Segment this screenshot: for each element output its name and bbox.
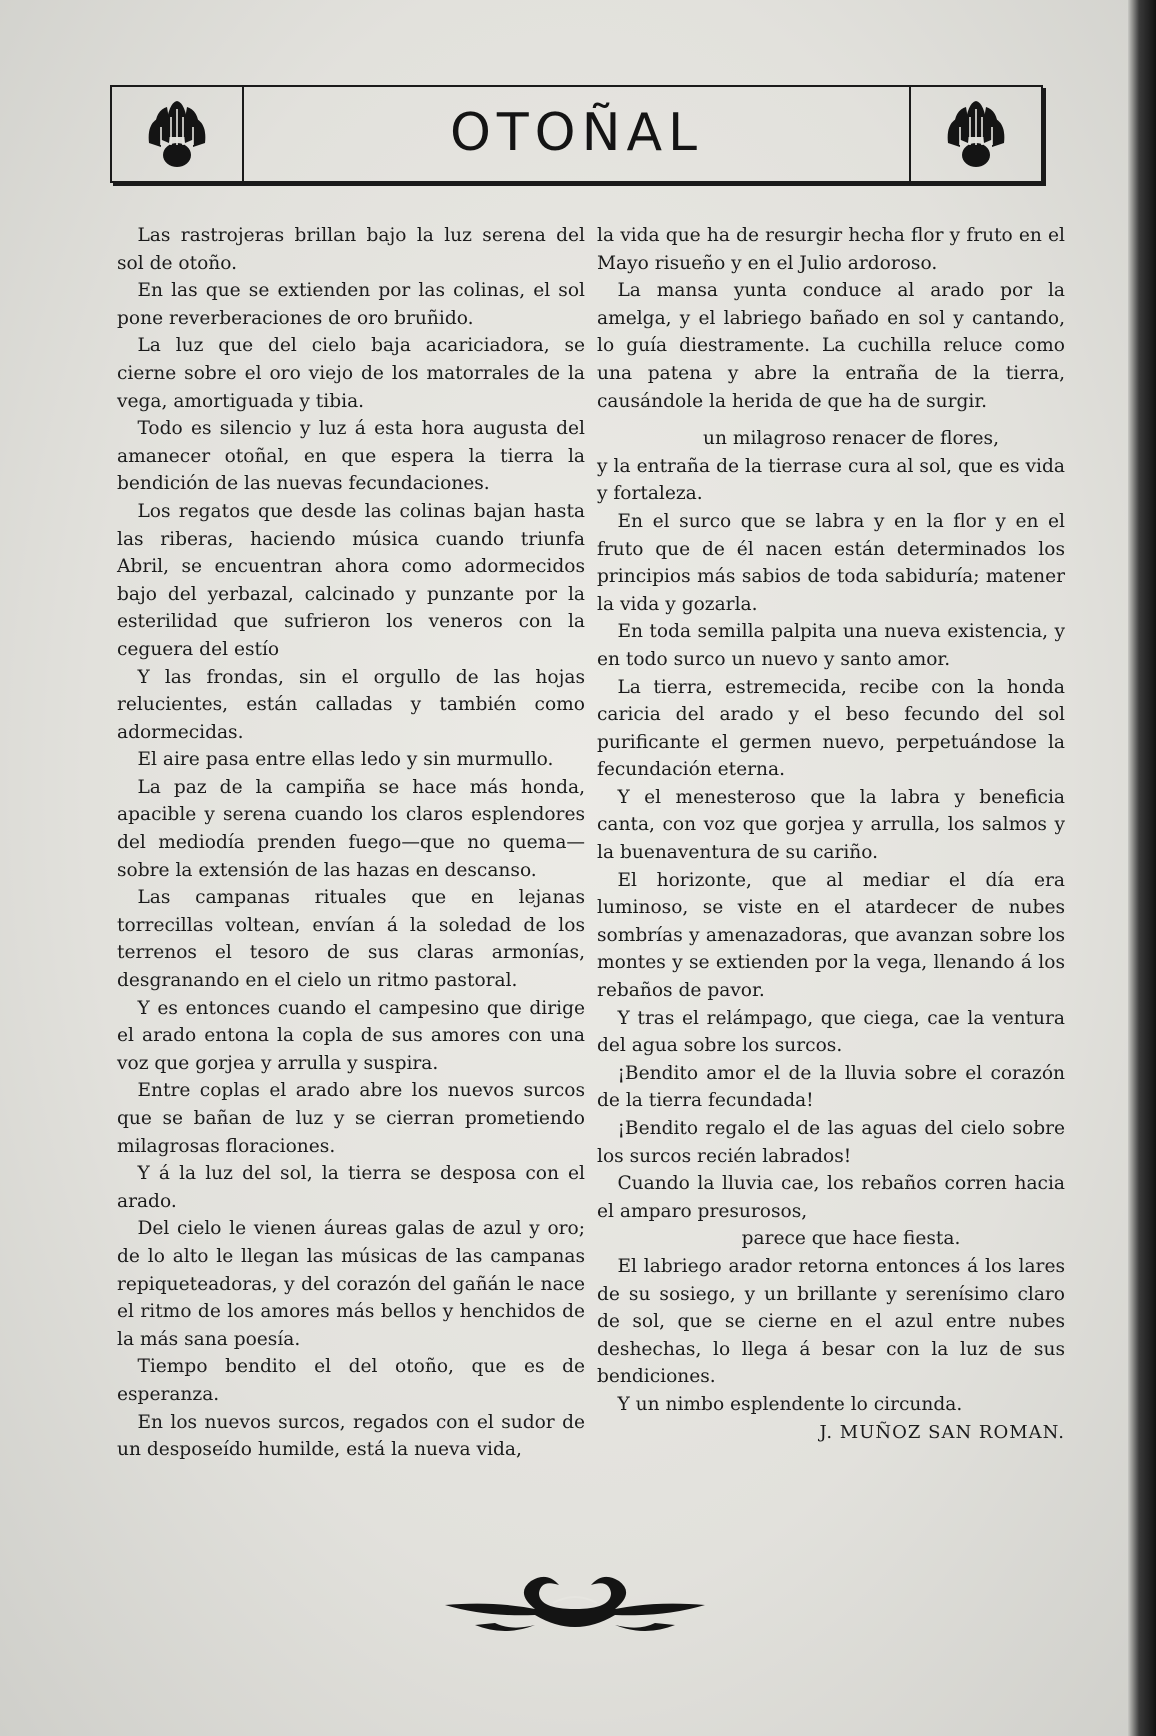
left-ornament-cell bbox=[112, 87, 244, 181]
paragraph: Y las frondas, sin el orgullo de las hojas relucientes, están calladas y también como adormecidas. bbox=[117, 666, 585, 743]
flower-basket-icon bbox=[944, 97, 1008, 171]
paragraph: La mansa yunta conduce al arado por la amelga, y el labriego bañado en sol y cantando, lo guía diestramente. La cuchilla reluce como una patena y abre la entraña de la tierra, causándole la herida de que ha de surgir. bbox=[597, 280, 1065, 412]
title-banner bbox=[110, 85, 1043, 183]
paragraph: Y á la luz del sol, la tierra se desposa con el arado. bbox=[117, 1163, 585, 1212]
paragraph: ¡Bendito amor el de la lluvia sobre el corazón de la tierra fecundada! bbox=[597, 1062, 1065, 1112]
right-text-column bbox=[597, 222, 1065, 1446]
paragraph: La tierra, estremecida, recibe con la honda caricia del arado y el beso fecundo del sol purificante el germen nuevo, perpetuándose la fecundación eterna. bbox=[597, 676, 1065, 781]
paragraph: ¡Bendito regalo el de las aguas del cielo sobre los surcos recién labrados! bbox=[597, 1118, 1065, 1167]
paragraph: Cuando la lluvia cae, los rebaños corren hacia el amparo presurosos, bbox=[597, 1173, 1065, 1222]
paragraph: La paz de la campiña se hace más honda, apacible y serena cuando los claros esplendores del mediodía prenden fuego—que no quema—sobre la extensión de las hazas en descanso. bbox=[117, 776, 585, 881]
article-title: OTOÑAL bbox=[449, 103, 704, 163]
paragraph: Las rastrojeras brillan bajo la luz serena del sol de otoño. bbox=[117, 225, 585, 274]
paragraph: la vida que ha de resurgir hecha flor y fruto en el Mayo risueño y en el Julio ardoroso. bbox=[597, 225, 1065, 274]
paragraph: Y un nimbo esplendente lo circunda. bbox=[617, 1393, 963, 1415]
paragraph: Del cielo le vienen áureas galas de azul y oro; de lo alto le llegan las músicas de las campanas repiqueteadoras, y del corazón del gañán le nace el ritmo de los amores más bellos y henchidos de la más sana poesía. bbox=[117, 1218, 585, 1350]
paragraph: y la entraña de la tierrase cura al sol, que es vida y fortaleza. bbox=[597, 455, 1065, 505]
flower-basket-icon bbox=[145, 97, 209, 171]
paragraph: El aire pasa entre ellas ledo y sin murmullo. bbox=[137, 749, 554, 771]
author-signature: J. MUÑOZ SAN ROMAN. bbox=[819, 1421, 1065, 1443]
paragraph: En toda semilla palpita una nueva existencia, y en todo surco un nuevo y santo amor. bbox=[597, 621, 1065, 670]
paragraph: Entre coplas el arado abre los nuevos surcos que se bañan de luz y se cierran prometiendo milagrosas floraciones. bbox=[117, 1080, 585, 1157]
paragraph: En los nuevos surcos, regados con el sudor de un desposeído humilde, está la nueva vida, bbox=[117, 1411, 585, 1461]
paragraph: Y tras el relámpago, que ciega, cae la ventura del agua sobre los surcos. bbox=[597, 1007, 1065, 1057]
paragraph: Las campanas rituales que en lejanas torrecillas voltean, envían á la soledad de los terrenos el tesoro de sus claras armonías, desgranando en el cielo un ritmo pastoral. bbox=[117, 887, 585, 992]
paragraph: El labriego arador retorna entonces á los lares de su sosiego, y un brillante y serenísimo claro de sol, que se cierne en el azul entre nubes deshechas, lo llega á besar con la luz de sus bendiciones. bbox=[597, 1255, 1065, 1388]
left-text-column bbox=[117, 222, 585, 1464]
paragraph: un milagroso renacer de flores, bbox=[702, 428, 1000, 450]
paragraph: Los regatos que desde las colinas bajan hasta las riberas, haciendo música cuando triunfa Abril, se encuentran ahora como adormecidos bajo del yerbazal, calcinado y punzante por la esterilidad que sufrieron los veneros con la ceguera del estío bbox=[117, 500, 585, 660]
paragraph: El horizonte, que al mediar el día era luminoso, se viste en el atardecer de nubes sombrías y amenazadoras, que avanzan sobre los montes y se extienden por la vega, llenando á los rebaños de pavor. bbox=[597, 869, 1065, 1002]
paragraph: Y es entonces cuando el campesino que dirige el arado entona la copla de sus amores con una voz que gorjea y arrulla y suspira. bbox=[117, 997, 585, 1074]
paragraph: En el surco que se labra y en la flor y en el fruto que de él nacen están determinados los principios más sabios de toda sabiduría; matener la vida y gozarla. bbox=[597, 510, 1065, 615]
paragraph: Todo es silencio y luz á esta hora augusta del amanecer otoñal, en que espera la tierra la bendición de las nuevas fecundaciones. bbox=[117, 418, 585, 495]
scroll-ornament-icon bbox=[435, 1565, 715, 1643]
paragraph: parece que hace fiesta. bbox=[741, 1228, 961, 1250]
right-ornament-cell bbox=[909, 87, 1041, 181]
paragraph: Tiempo bendito el del otoño, que es de esperanza. bbox=[117, 1356, 585, 1405]
paragraph: En las que se extienden por las colinas, el sol pone reverberaciones de oro bruñido. bbox=[117, 280, 585, 329]
page-binding-edge bbox=[1128, 0, 1156, 1736]
paragraph: La luz que del cielo baja acariciadora, se cierne sobre el oro viejo de los matorrales de la vega, amortiguada y tibia. bbox=[117, 335, 585, 412]
paragraph: Y el menesteroso que la labra y beneficia canta, con voz que gorjea y arrulla, los salmos y la buenaventura de su cariño. bbox=[597, 786, 1065, 864]
